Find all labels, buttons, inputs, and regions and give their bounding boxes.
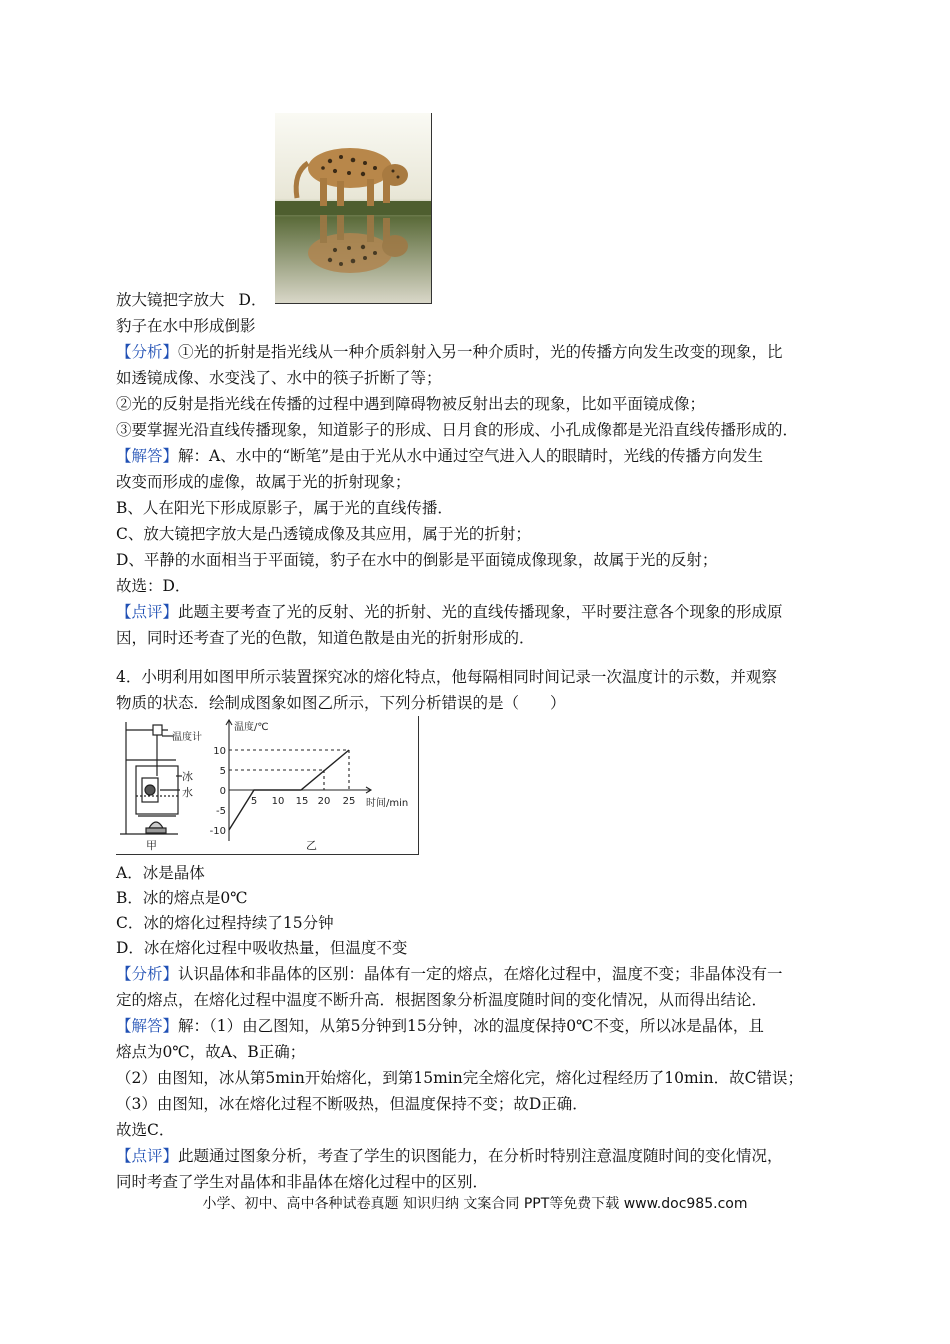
q3-answer-line-b: B、人在阳光下形成原影子，属于光的直线传播． <box>116 499 453 517</box>
q4-comment-line-1 <box>116 1143 783 1169</box>
q3-analysis-text-1: ①光的折射是指光线从一种介质斜射入另一种介质时，光的传播方向发生改变的现象，比 <box>178 343 783 361</box>
temperature-graph <box>226 720 371 841</box>
q3-answer-line-c: C、放大镜把字放大是凸透镜成像及其应用，属于光的折射； <box>116 525 531 543</box>
q3-analysis-line-3: ②光的反射是指光线在传播的过程中遇到障碍物被反射出去的现象，比如平面镜成像； <box>116 395 706 413</box>
q4-stem-line-1: 4．小明利用如图甲所示装置探究冰的熔化特点，他每隔相同时间记录一次温度计的示数，并观察 <box>116 668 777 686</box>
q4-answer-text-1: 解：（1）由乙图知，从第5分钟到15分钟，冰的温度保持0℃不变，所以冰是晶体，且 <box>178 1017 764 1035</box>
option-d-label: D． <box>238 291 267 309</box>
q3-comment-text-1: 此题主要考查了光的反射、光的折射、光的直线传播现象，平时要注意各个现象的形成原 <box>178 603 783 621</box>
leopard-reflection-image <box>275 113 432 304</box>
label-thermometer: 温度计 <box>172 732 202 743</box>
q3-analysis-line-1 <box>116 339 783 365</box>
q4-analysis-tag: 【分析】 <box>116 965 179 983</box>
q4-choice: 故选C． <box>116 1121 175 1139</box>
q4-stem-line-2: 物质的状态．绘制成图象如图乙所示，下列分析错误的是（ ） <box>116 694 566 712</box>
q4-option-b: B．冰的熔点是0℃ <box>116 889 248 907</box>
q3-answer-tag: 【解答】 <box>116 447 179 465</box>
q4-comment-text-1: 此题通过图象分析，考查了学生的识图能力，在分析时特别注意温度随时间的变化情况， <box>178 1147 783 1165</box>
ytick-neg10: -10 <box>209 826 226 837</box>
option-d-text: 豹子在水中形成倒影 <box>116 317 256 335</box>
q3-answer-line-d: D、平静的水面相当于平面镜，豹子在水中的倒影是平面镜成像现象，故属于光的反射； <box>116 551 718 569</box>
q4-comment-tag: 【点评】 <box>116 1147 179 1165</box>
q3-answer-line-2: 改变而形成的虚像，故属于光的折射现象； <box>116 473 411 491</box>
page-footer: 小学、初中、高中各种试卷真题 知识归纳 文案合同 PPT等免费下载 www.doc985.com <box>202 1196 748 1212</box>
label-yi: 乙 <box>306 839 317 852</box>
q3-analysis-line-4: ③要掌握光沿直线传播现象，知道影子的形成、日月食的形成、小孔成像都是光沿直线传播形成的． <box>116 421 799 439</box>
graph-xlabel: 时间/min <box>366 798 409 809</box>
graph-ylabel: 温度/℃ <box>234 722 269 733</box>
q3-comment-tag: 【点评】 <box>116 603 179 621</box>
q3-answer-line-1 <box>116 443 763 469</box>
q4-answer-line-1 <box>116 1013 764 1039</box>
q4-answer-line-3: （2）由图知，冰从第5min开始熔化，到第15min完全熔化完，熔化过程经历了10min．故C错误； <box>116 1069 803 1087</box>
label-ice: 冰 <box>182 770 193 783</box>
q4-option-d: D．冰在熔化过程中吸收热量，但温度不变 <box>116 939 408 957</box>
option-c-tail-line <box>116 287 266 313</box>
xtick-20: 20 <box>317 796 331 807</box>
option-c-tail: 放大镜把字放大 <box>116 291 225 309</box>
leopard-photo <box>275 113 431 303</box>
xtick-25: 25 <box>342 796 356 807</box>
q4-analysis-line-2: 定的熔点，在熔化过程中温度不断升高．根据图象分析温度随时间的变化情况，从而得出结论． <box>116 991 768 1009</box>
q3-comment-line-1 <box>116 599 783 625</box>
ytick-0: 0 <box>219 786 226 797</box>
q4-option-c: C．冰的熔化过程持续了15分钟 <box>116 914 334 932</box>
label-water: 水 <box>182 786 193 799</box>
q3-comment-line-2: 因，同时还考查了光的色散，知道色散是由光的折射形成的． <box>116 629 535 647</box>
xtick-5: 5 <box>250 796 258 807</box>
xtick-10: 10 <box>271 796 285 807</box>
q4-analysis-line-1 <box>116 961 783 987</box>
q3-choice: 故选：D． <box>116 577 191 595</box>
q4-figure <box>116 716 419 855</box>
q4-answer-line-2: 熔点为0℃，故A、B正确； <box>116 1043 306 1061</box>
q3-analysis-line-2: 如透镜成像、水变浅了、水中的筷子折断了等； <box>116 369 442 387</box>
q4-figure-svg <box>116 716 418 854</box>
ytick-5: 5 <box>219 766 226 777</box>
q4-answer-tag: 【解答】 <box>116 1017 179 1035</box>
q3-answer-text-1: 解：A、水中的“断笔”是由于光从水中通过空气进入人的眼睛时，光线的传播方向发生 <box>178 447 764 465</box>
q4-answer-line-4: （3）由图知，冰在熔化过程不断吸热，但温度保持不变；故D正确． <box>116 1095 588 1113</box>
q4-analysis-text-1: 认识晶体和非晶体的区别：晶体有一定的熔点，在熔化过程中，温度不变；非晶体没有一 <box>178 965 783 983</box>
ytick-10: 10 <box>213 746 226 757</box>
xtick-15: 15 <box>295 796 309 807</box>
q3-analysis-tag: 【分析】 <box>116 343 179 361</box>
label-jia: 甲 <box>146 839 157 852</box>
ytick-neg5: -5 <box>216 806 226 817</box>
q4-option-a: A．冰是晶体 <box>116 864 205 882</box>
q4-comment-line-2: 同时考查了学生对晶体和非晶体在熔化过程中的区别． <box>116 1173 489 1191</box>
